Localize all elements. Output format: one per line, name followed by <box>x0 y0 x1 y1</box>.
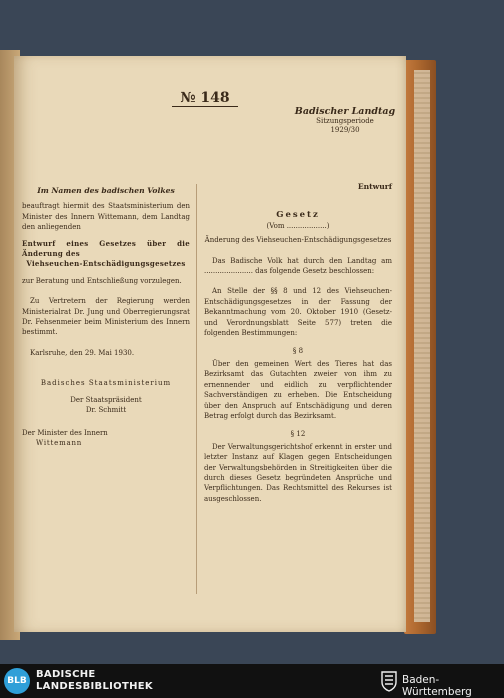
place-date: Karlsruhe, den 29. Mai 1930. <box>30 348 135 357</box>
intro-text: beauftragt hiermit des Staatsministerium den Minister des Innern Wittemann, dem Landtag den anliegenden <box>22 202 190 232</box>
right-column <box>204 182 392 504</box>
baden-wuerttemberg-lion-icon <box>380 670 398 692</box>
page-stack-edge <box>414 70 430 622</box>
staatspraesident-name: Dr. Schmitt <box>85 406 127 415</box>
aenderung-title: Änderung des Viehseuchen-Entschädigungsgesetzes <box>204 236 392 245</box>
an-stelle-text: An Stelle der §§ 8 und 12 des Viehseuchen-Entschädigungsgesetzes in der Fassung der Bekanntmachung vom 20. Oktober 1910 (Gesetz- und Verordnungsblatt Seite 577) treten die folgenden Bestimmungen: <box>204 287 392 338</box>
name-of-people-heading: Im Namen des badischen Volkes <box>37 186 175 195</box>
minister-title: Der Minister des Innern <box>22 428 108 437</box>
minister-name: Wittemann <box>36 438 83 447</box>
gesetz-title: Gesetz <box>276 210 320 221</box>
landtag-years: 1929/30 <box>330 126 360 134</box>
vom-line: (Vom ..................) <box>266 221 330 230</box>
document-number: № 148 <box>180 90 230 106</box>
library-name-line-1: BADISCHE <box>36 669 96 680</box>
landtag-header <box>290 106 400 135</box>
paragraph-12-text: Der Verwaltungsgerichtshof erkennt in erster und letzter Instanz auf Klagen gegen Entscheidungen der Verwaltungsbehörden in Streitigkeiten über die durch dieses Gesetz begründeten Ansprüche und Verpflichtungen. Das Rechtsmittel des Rekurses ist ausgeschlossen. <box>204 442 392 503</box>
column-divider <box>196 184 197 594</box>
vertretung-text: Zu Vertretern der Regierung werden Ministerialrat Dr. Jung und Oberregierungsrat Dr. Fehsenmeier beim Ministerium des Innern bestimmt. <box>22 297 190 337</box>
beratung-text: zur Beratung und Entschließung vorzulegen. <box>22 276 182 285</box>
preamble-text: Das Badische Volk hat durch den Landtag am ...................... das folgende Gesetz beschlossen: <box>204 256 392 276</box>
footer-bar <box>0 664 504 698</box>
paragraph-8-text: Über den gemeinen Wert des Tieres hat das Bezirksamt das Gutachten zweier von ihm zu ernennender und eidlich zu verpflichtender Sachverständigen zu erheben. Die Entscheidung über den Anspruch auf Entschädigung und deren Betrag erfolgt durch das Bezirksamt. <box>204 359 392 420</box>
blb-logo[interactable]: BLB <box>4 668 30 694</box>
landtag-session: Sitzungsperiode <box>316 117 374 125</box>
library-name[interactable] <box>36 669 153 693</box>
staatspraesident-title: Der Staatspräsident <box>70 395 142 404</box>
state-name[interactable]: Baden-Württemberg <box>402 674 472 698</box>
library-name-line-2: LANDESBIBLIOTHEK <box>36 681 153 692</box>
number-underline <box>172 106 238 107</box>
landtag-title: Badischer Landtag <box>294 106 396 117</box>
left-column <box>22 186 190 448</box>
entwurf-line-2: Viehseuchen-Entschädigungsgesetzes <box>26 259 186 269</box>
paragraph-8-heading: § 8 <box>292 347 304 356</box>
entwurf-label: Entwurf <box>357 182 392 191</box>
paragraph-12-heading: § 12 <box>290 430 306 439</box>
entwurf-line-1: Entwurf eines Gesetzes über die Änderung des <box>22 238 190 259</box>
document-page <box>14 56 406 632</box>
staatsministerium-label: Badisches Staatsministerium <box>40 379 172 388</box>
